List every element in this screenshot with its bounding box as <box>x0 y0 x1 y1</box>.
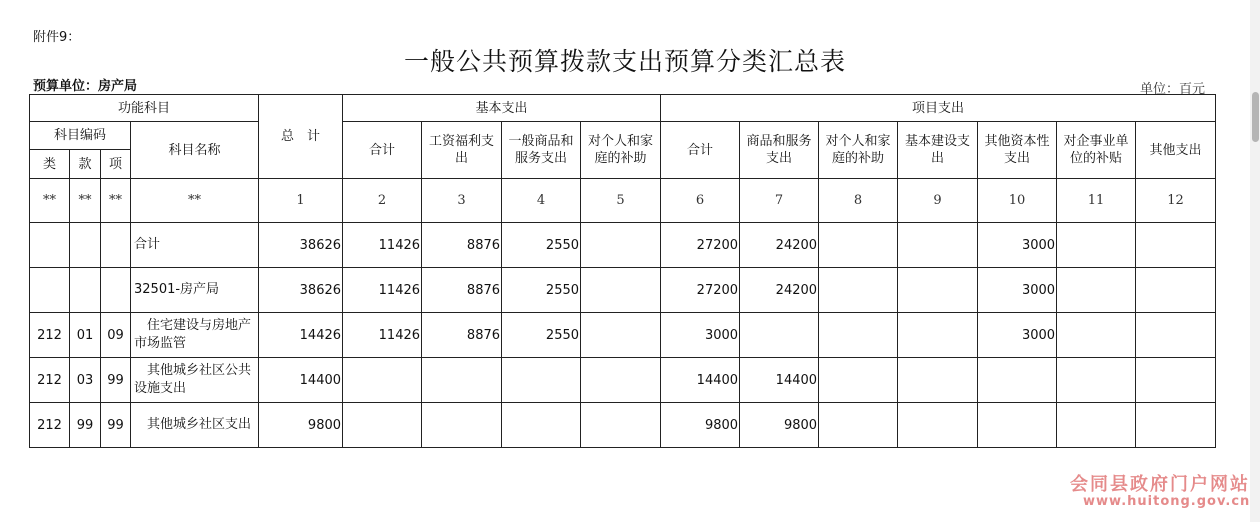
code-cell: 01 <box>70 313 101 358</box>
subject-code-header: 科目编码 <box>30 122 131 150</box>
amount-cell: 3000 <box>978 313 1057 358</box>
index-cell: 1 <box>259 179 343 223</box>
project-col-header: 对企事业单位的补贴 <box>1057 122 1136 179</box>
index-row <box>30 179 1216 223</box>
amount-cell <box>581 223 661 268</box>
subject-name-cell: 合计 <box>131 223 259 268</box>
amount-cell: 9800 <box>661 403 740 448</box>
amount-cell <box>898 358 978 403</box>
index-cell: 11 <box>1057 179 1136 223</box>
index-cell: ** <box>70 179 101 223</box>
project-col-header: 其他资本性支出 <box>978 122 1057 179</box>
amount-cell <box>978 403 1057 448</box>
table-row <box>30 403 1216 448</box>
code-cell <box>101 223 131 268</box>
amount-cell: 11426 <box>343 268 422 313</box>
index-cell: 2 <box>343 179 422 223</box>
amount-cell <box>819 268 898 313</box>
subject-name-cell: 其他城乡社区公共设施支出 <box>131 358 259 403</box>
budget-unit: 预算单位：房产局 <box>33 79 138 94</box>
code-cell <box>30 268 70 313</box>
project-col-header: 合计 <box>661 122 740 179</box>
code-cell: 99 <box>70 403 101 448</box>
amount-cell: 38626 <box>259 268 343 313</box>
project-col-header: 商品和服务支出 <box>740 122 819 179</box>
subject-name-cell: 住宅建设与房地产市场监管 <box>131 313 259 358</box>
subject-name-cell: 32501-房产局 <box>131 268 259 313</box>
amount-cell: 8876 <box>422 313 502 358</box>
amount-cell <box>898 313 978 358</box>
index-cell: ** <box>30 179 70 223</box>
scrollbar-thumb[interactable] <box>1252 92 1259 142</box>
amount-cell <box>581 313 661 358</box>
amount-cell: 3000 <box>978 223 1057 268</box>
amount-cell <box>581 403 661 448</box>
amount-cell <box>898 268 978 313</box>
project-col-header: 对个人和家庭的补助 <box>819 122 898 179</box>
amount-cell: 9800 <box>259 403 343 448</box>
xiang-header: 项 <box>101 150 131 179</box>
code-cell <box>101 268 131 313</box>
amount-cell <box>502 403 581 448</box>
amount-cell <box>898 403 978 448</box>
amount-cell <box>819 313 898 358</box>
amount-cell: 14426 <box>259 313 343 358</box>
amount-cell <box>1057 223 1136 268</box>
amount-cell: 2550 <box>502 268 581 313</box>
budget-table <box>29 94 1216 448</box>
kuan-header: 款 <box>70 150 101 179</box>
function-subject-header: 功能科目 <box>30 95 259 122</box>
amount-cell: 8876 <box>422 223 502 268</box>
amount-cell <box>978 358 1057 403</box>
code-cell <box>30 223 70 268</box>
amount-cell <box>422 358 502 403</box>
code-cell: 99 <box>101 403 131 448</box>
basic-col-header: 合计 <box>343 122 422 179</box>
project-col-header: 基本建设支出 <box>898 122 978 179</box>
amount-cell: 11426 <box>343 223 422 268</box>
index-cell: 7 <box>740 179 819 223</box>
attachment-label: 附件9： <box>33 30 81 45</box>
lei-header: 类 <box>30 150 70 179</box>
amount-cell <box>819 358 898 403</box>
amount-cell <box>502 358 581 403</box>
amount-cell: 2550 <box>502 313 581 358</box>
code-cell: 212 <box>30 403 70 448</box>
code-cell: 99 <box>101 358 131 403</box>
amount-cell: 8876 <box>422 268 502 313</box>
code-cell <box>70 223 101 268</box>
amount-cell <box>819 403 898 448</box>
amount-cell: 27200 <box>661 268 740 313</box>
amount-cell: 24200 <box>740 268 819 313</box>
basic-col-header: 对个人和家庭的补助 <box>581 122 661 179</box>
amount-cell <box>898 223 978 268</box>
index-cell: 5 <box>581 179 661 223</box>
amount-cell <box>581 268 661 313</box>
amount-cell <box>1057 403 1136 448</box>
amount-cell <box>1136 223 1216 268</box>
amount-cell <box>1057 268 1136 313</box>
watermark-site-name: 会同县政府门户网站 <box>1070 474 1250 495</box>
index-cell: 10 <box>978 179 1057 223</box>
code-cell: 03 <box>70 358 101 403</box>
index-cell: 9 <box>898 179 978 223</box>
amount-cell: 27200 <box>661 223 740 268</box>
subject-name-cell: 其他城乡社区支出 <box>131 403 259 448</box>
amount-cell: 3000 <box>661 313 740 358</box>
index-cell: 3 <box>422 179 502 223</box>
page-title: 一般公共预算拨款支出预算分类汇总表 <box>403 47 846 76</box>
total-header: 总 计 <box>259 95 343 179</box>
amount-cell <box>343 358 422 403</box>
index-cell: ** <box>131 179 259 223</box>
amount-cell <box>1136 358 1216 403</box>
vertical-scrollbar[interactable] <box>1250 0 1260 522</box>
amount-cell <box>1057 313 1136 358</box>
amount-cell <box>819 223 898 268</box>
basic-col-header: 一般商品和服务支出 <box>502 122 581 179</box>
index-cell: 6 <box>661 179 740 223</box>
amount-cell: 14400 <box>661 358 740 403</box>
code-cell <box>70 268 101 313</box>
amount-cell <box>422 403 502 448</box>
index-cell: ** <box>101 179 131 223</box>
amount-cell: 38626 <box>259 223 343 268</box>
project-expenditure-header: 项目支出 <box>661 95 1216 122</box>
watermark-url: www.huitong.gov.cn <box>1083 494 1251 509</box>
table-row <box>30 358 1216 403</box>
amount-cell <box>1136 403 1216 448</box>
index-cell: 4 <box>502 179 581 223</box>
amount-cell: 2550 <box>502 223 581 268</box>
amount-cell: 14400 <box>740 358 819 403</box>
amount-cell: 9800 <box>740 403 819 448</box>
table-row <box>30 313 1216 358</box>
table-row <box>30 223 1216 268</box>
code-cell: 212 <box>30 313 70 358</box>
code-cell: 09 <box>101 313 131 358</box>
amount-cell: 24200 <box>740 223 819 268</box>
subject-name-header: 科目名称 <box>131 122 259 179</box>
amount-cell: 11426 <box>343 313 422 358</box>
amount-cell <box>740 313 819 358</box>
amount-cell <box>581 358 661 403</box>
table-row <box>30 268 1216 313</box>
amount-cell: 3000 <box>978 268 1057 313</box>
project-col-header: 其他支出 <box>1136 122 1216 179</box>
index-cell: 12 <box>1136 179 1216 223</box>
amount-cell <box>1136 268 1216 313</box>
amount-cell <box>343 403 422 448</box>
index-cell: 8 <box>819 179 898 223</box>
code-cell: 212 <box>30 358 70 403</box>
basic-expenditure-header: 基本支出 <box>343 95 661 122</box>
amount-cell <box>1057 358 1136 403</box>
amount-cell: 14400 <box>259 358 343 403</box>
currency-unit: 单位：百元 <box>1140 82 1206 97</box>
amount-cell <box>1136 313 1216 358</box>
basic-col-header: 工资福利支出 <box>422 122 502 179</box>
